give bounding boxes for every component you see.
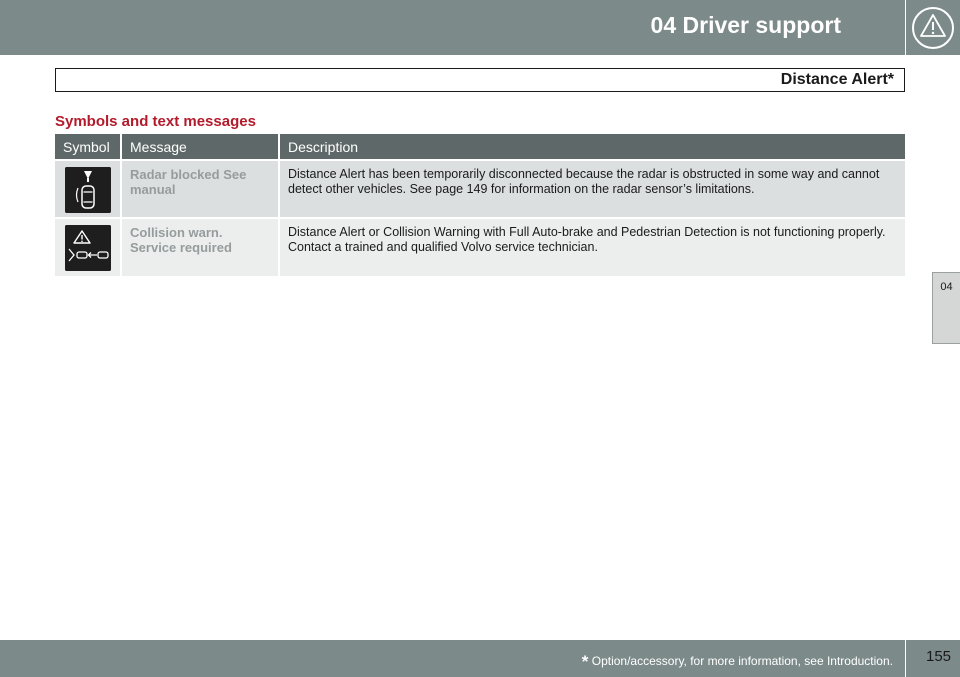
header-bar (0, 0, 905, 55)
message-text: Radar blocked See manual (130, 167, 247, 197)
table-row (55, 218, 905, 276)
symbol-cell (55, 218, 121, 276)
symbols-heading: Symbols and text messages (55, 113, 256, 130)
footer-bar (0, 640, 905, 677)
description-cell (279, 160, 905, 218)
warning-triangle-icon (910, 5, 956, 51)
warning-box (906, 0, 960, 55)
chapter-title: 04 Driver support (650, 12, 841, 38)
column-header-symbol: Symbol (55, 134, 121, 160)
chapter-side-tab (932, 272, 960, 344)
radar-blocked-icon (65, 167, 111, 213)
footnote-star: * (581, 652, 589, 671)
symbols-table (55, 134, 905, 276)
section-title: Distance Alert* (780, 71, 894, 88)
side-tab-label: 04 (940, 281, 953, 293)
column-header-message: Message (121, 134, 279, 160)
footnote (582, 652, 893, 672)
table-row (55, 160, 905, 218)
page-number: 155 (926, 648, 952, 665)
column-header-description: Description (279, 134, 905, 160)
collision-warning-icon (65, 225, 111, 271)
symbol-cell (55, 160, 121, 218)
description-text: Distance Alert has been temporarily disconnected because the radar is obstructed in some way and cannot detect other vehicles. See page 149 for information on the radar sensor’s limitations. (288, 167, 880, 196)
description-cell (279, 218, 905, 276)
description-text: Distance Alert or Collision Warning with Full Auto-brake and Pedestrian Detection is not functioning properly. Contact a trained and qualified Volvo service technician. (288, 225, 886, 254)
message-cell (121, 160, 279, 218)
page-number-box (906, 640, 960, 677)
message-text: Collision warn. Service required (130, 225, 232, 255)
message-cell (121, 218, 279, 276)
footnote-text: Option/accessory, for more information, see Introduction. (588, 654, 893, 668)
section-title-box (55, 68, 905, 92)
table-header-row (55, 134, 905, 160)
